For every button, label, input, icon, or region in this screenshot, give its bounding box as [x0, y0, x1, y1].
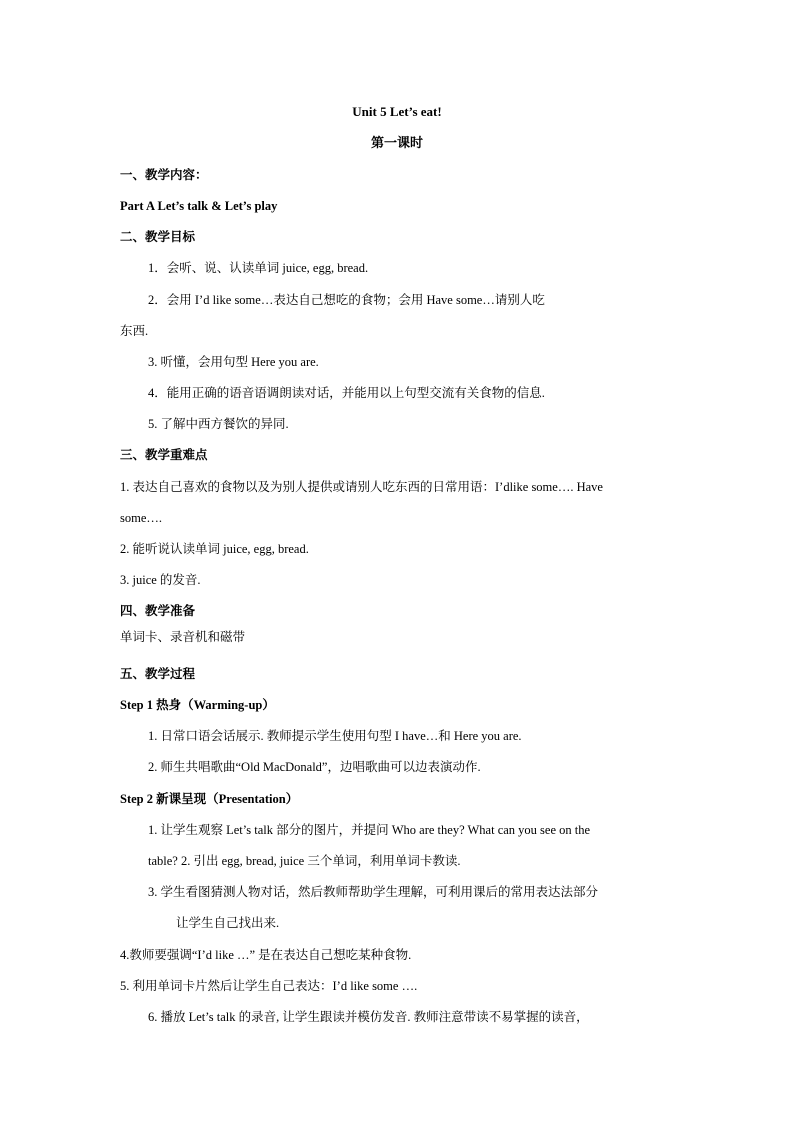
section-heading-objectives: 二、教学目标 — [120, 230, 196, 244]
key-point-3: 3. juice 的发音. — [120, 573, 201, 587]
step-2-item-4: 4.教师要强调“I’d like …” 是在表达自己想吃某种食物. — [120, 948, 412, 962]
step-2-item-1: 1. 让学生观察 Let’s talk 部分的图片，并提问 Who are they? What can you see on the — [148, 823, 591, 837]
step-2-item-3: 3. 学生看图猜测人物对话，然后教师帮助学生理解，可利用课后的常用表达法部分 — [148, 885, 599, 899]
section-heading-preparation: 四、教学准备 — [120, 604, 196, 618]
step-2-item-3-continued: 让学生自己找出来. — [176, 916, 280, 930]
objective-4: 4．能用正确的语音语调朗读对话，并能用以上句型交流有关食物的信息. — [148, 386, 545, 400]
step-2-item-6: 6. 播放 Let’s talk 的录音, 让学生跟读并模仿发音. 教师注意带读不易掌握的读音， — [148, 1010, 589, 1024]
step-1-item-2: 2. 师生共唱歌曲“Old MacDonald”，边唱歌曲可以边表演动作. — [148, 760, 481, 774]
document-subtitle: 第一课时 — [370, 135, 423, 150]
part-label: Part A Let’s talk & Let’s play — [120, 199, 278, 213]
section-heading-procedure: 五、教学过程 — [120, 667, 196, 681]
key-point-2: 2. 能听说认读单词 juice, egg, bread. — [120, 542, 309, 556]
objective-1: 1．会听、说、认读单词 juice, egg, bread. — [148, 261, 369, 275]
step-1-heading: Step 1 热身（Warming-up） — [120, 698, 275, 712]
key-point-1-continued: some…. — [120, 511, 163, 525]
preparation-items: 单词卡、录音机和磁带 — [120, 630, 246, 644]
section-heading-key-points: 三、教学重难点 — [120, 448, 208, 462]
objective-2: 2．会用 I’d like some…表达自己想吃的食物；会用 Have some…请别人吃 — [148, 293, 545, 307]
objective-3: 3. 听懂，会用句型 Here you are. — [148, 355, 319, 369]
document-title: Unit 5 Let’s eat! — [352, 104, 442, 119]
section-heading-content: 一、教学内容： — [120, 168, 208, 182]
objective-2-continued: 东西. — [120, 324, 149, 338]
step-2-item-5: 5. 利用单词卡片然后让学生自己表达：I’d like some …. — [120, 979, 418, 993]
step-1-item-1: 1. 日常口语会话展示. 教师提示学生使用句型 I have…和 Here you are. — [148, 729, 522, 743]
step-2-heading: Step 2 新课呈现（Presentation） — [120, 792, 299, 806]
objective-5: 5. 了解中西方餐饮的异同. — [148, 417, 289, 431]
key-point-1: 1. 表达自己喜欢的食物以及为别人提供或请别人吃东西的日常用语：I’dlike some…. Have — [120, 480, 603, 494]
step-2-item-1-continued: table? 2. 引出 egg, bread, juice 三个单词，利用单词卡教读. — [148, 854, 461, 868]
